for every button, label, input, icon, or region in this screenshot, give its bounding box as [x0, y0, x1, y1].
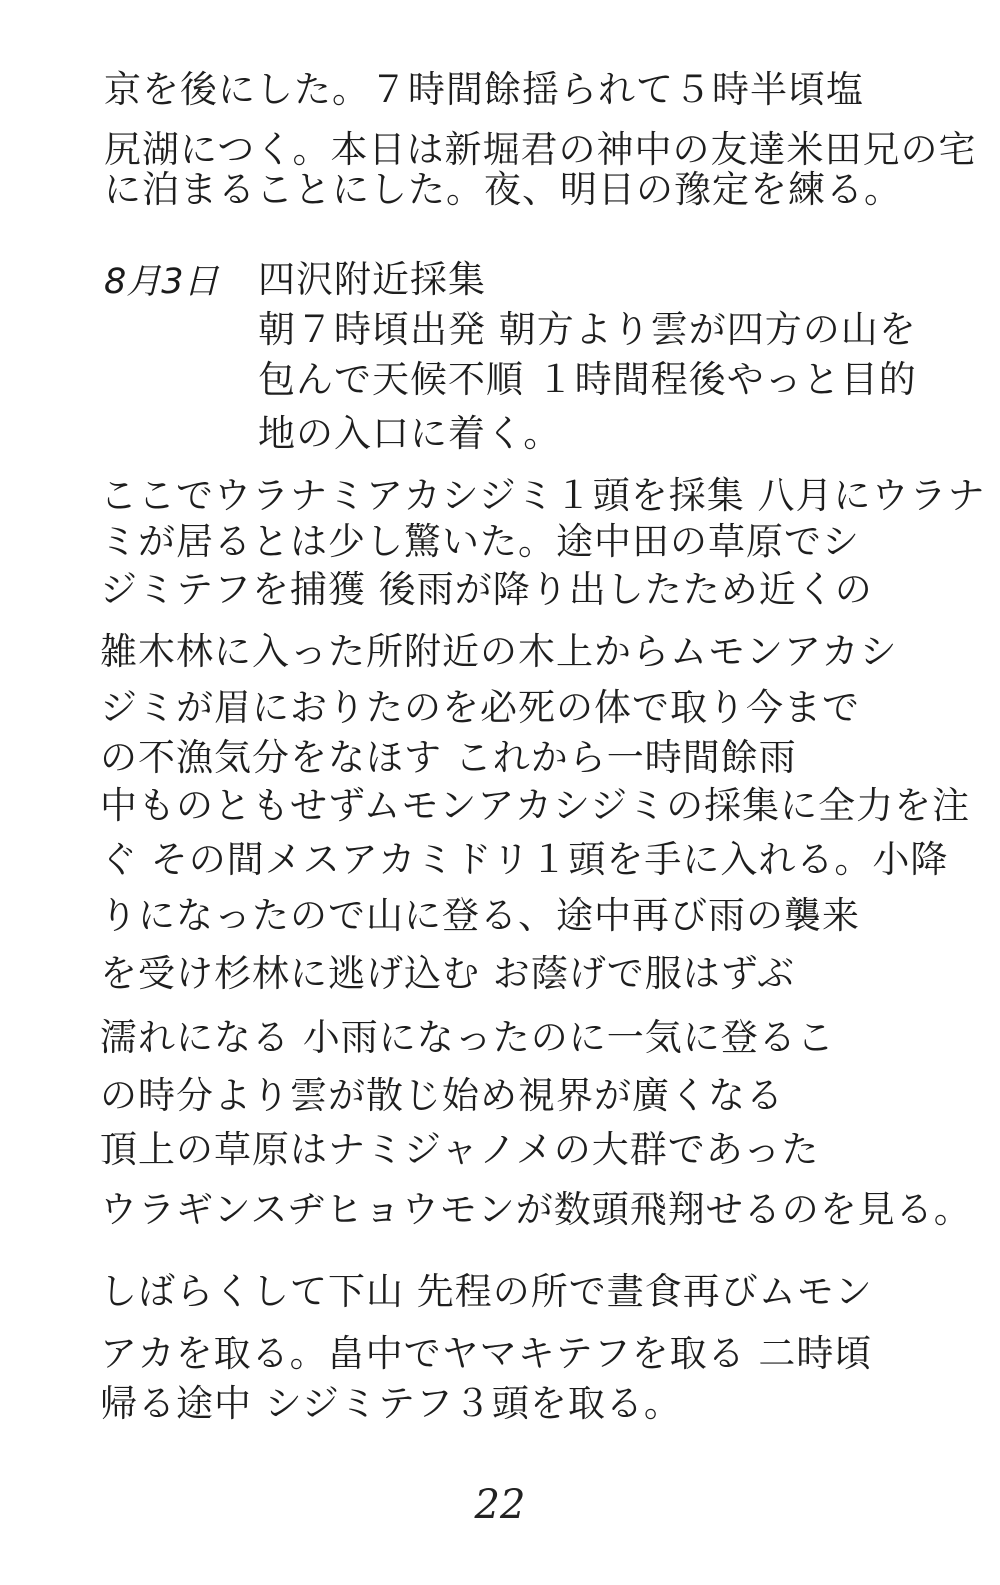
- entry-date: 8月3日: [104, 262, 219, 302]
- text-line: ジミテフを捕獲 後雨が降り出したため近くの: [100, 568, 873, 611]
- text-line: を受け杉林に逃げ込む お蔭げで服はずぶ: [100, 952, 795, 995]
- text-line: に泊まることにした。夜、明日の豫定を練る。: [104, 168, 902, 211]
- text-line: ウラギンスヂヒョウモンが数頭飛翔せるのを見る。: [100, 1188, 972, 1231]
- text-line: の不漁気分をなほす これから一時間餘雨: [100, 736, 797, 779]
- text-line: 帰る途中 シジミテフ３頭を取る。: [100, 1382, 682, 1425]
- text-line: 朝７時頃出発 朝方より雲が四方の山を: [258, 308, 917, 351]
- page-number: 22: [474, 1482, 526, 1528]
- text-line: アカを取る。畠中でヤマキテフを取る 二時頃: [100, 1332, 873, 1375]
- text-line: 包んで天候不順 １時間程後やっと目的: [258, 358, 917, 401]
- text-line: ぐ その間メスアカミドリ１頭を手に入れる。小降: [100, 838, 949, 881]
- entry-heading: 四沢附近採集: [258, 258, 486, 301]
- text-line: ここでウラナミアカシジミ１頭を採集 八月にウラナ: [100, 474, 986, 517]
- text-line: 雑木林に入った所附近の木上からムモンアカシ: [100, 630, 898, 673]
- text-line: 濡れになる 小雨になったのに一気に登るこ: [100, 1016, 835, 1059]
- text-line: ミが居るとは少し驚いた。途中田の草原でシ: [100, 520, 860, 563]
- text-line: 地の入口に着く。: [258, 412, 562, 455]
- text-line: 中ものともせずムモンアカシジミの採集に全力を注: [100, 784, 971, 827]
- text-line: しばらくして下山 先程の所で晝食再びムモン: [100, 1270, 873, 1313]
- text-line: の時分より雲が散じ始め視界が廣くなる: [100, 1074, 784, 1117]
- text-line: 頂上の草原はナミジャノメの大群であった: [100, 1128, 820, 1171]
- text-line: 京を後にした。７時間餘揺られて５時半頃塩: [104, 68, 864, 111]
- text-line: ジミが眉におりたのを必死の体で取り今まで: [100, 686, 860, 729]
- text-line: りになったので山に登る、途中再び雨の襲来: [100, 894, 860, 937]
- text-line: 尻湖につく。本日は新堀君の神中の友達米田兄の宅: [104, 128, 977, 171]
